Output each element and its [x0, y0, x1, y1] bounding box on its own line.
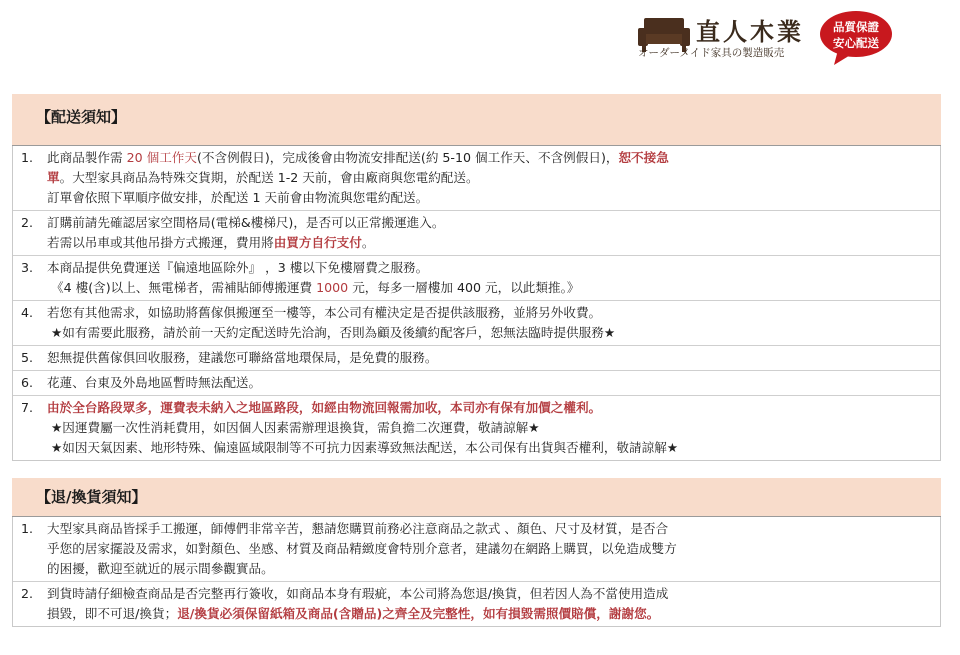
list-item [13, 346, 940, 371]
list-item-number: 7. [21, 400, 34, 415]
text-segment: 若需以吊車或其他吊掛方式搬運，費用將 [47, 235, 274, 250]
highlight-text: 1000 [316, 280, 349, 295]
delivery-section-title: 【配送須知】 [36, 108, 127, 126]
text-line [47, 373, 934, 393]
list-item [13, 396, 940, 460]
text-segment: ★如有需要此服務，請於前一天約定配送時先洽詢，否則為顧及後續約配客戶，恕無法臨時提供服務★ [51, 325, 616, 340]
delivery-section-header [12, 94, 941, 146]
list-item-text [43, 256, 940, 300]
text-segment: 元，每多一層樓加 400 元，以此類推。》 [348, 280, 580, 295]
text-line [47, 418, 934, 438]
list-item [13, 371, 940, 396]
text-line [47, 559, 934, 579]
text-line [47, 188, 934, 208]
text-segment: 。 [361, 235, 375, 250]
list-item [13, 146, 940, 211]
highlight-text: 單 [47, 170, 60, 185]
text-line [47, 168, 934, 188]
text-line [47, 519, 934, 539]
text-segment: ★因運費屬一次性消耗費用，如因個人因素需辦理退換貨，需負擔二次運費，敬請諒解★ [51, 420, 540, 435]
list-item-text [43, 301, 940, 345]
text-line [47, 148, 934, 168]
text-segment: (不含例假日)，完成後會由物流安排配送(約 5-10 個工作天、不含例假日)， [196, 150, 619, 165]
text-line [47, 438, 934, 458]
list-item-number: 1. [21, 521, 34, 536]
highlight-text: 20 個工作天 [126, 150, 197, 165]
text-segment: 。大型家具商品為特殊交貨期，於配送 1-2 天前，會由廠商與您電約配送。 [59, 170, 479, 185]
brand-header [636, 10, 906, 68]
highlight-text: 由買方自行支付 [273, 235, 362, 250]
text-segment: 訂單會依照下單順序做安排，於配送 1 天前會由物流與您電約配送。 [47, 190, 429, 205]
list-item-number: 1. [21, 150, 34, 165]
list-item [13, 211, 940, 256]
highlight-text: 恕不接急 [618, 150, 669, 165]
list-item-number: 4. [21, 305, 34, 320]
list-item-number: 2. [21, 215, 34, 230]
text-line [47, 584, 934, 604]
text-line [47, 348, 934, 368]
text-segment: 花蓮、台東及外島地區暫時無法配送。 [47, 375, 262, 390]
delivery-list [12, 146, 941, 461]
highlight-text: 由於全台路段眾多，運費表未納入之地區路段，如經由物流回報需加收，本司亦有保有加價之權利。 [47, 400, 602, 415]
text-segment: 此商品製作需 [47, 150, 127, 165]
list-item-number: 6. [21, 375, 34, 390]
text-line [47, 323, 934, 343]
text-segment: 本商品提供免費運送『偏遠地區除外』 ，3 樓以下免樓層費之服務。 [47, 260, 429, 275]
text-line [47, 213, 934, 233]
list-item-text [43, 346, 940, 370]
list-item [13, 301, 940, 346]
text-segment: 訂購前請先確認居家空間格局(電梯&樓梯尺)，是否可以正常搬運進入。 [47, 215, 445, 230]
list-item-number: 2. [21, 586, 34, 601]
text-line [47, 233, 934, 253]
returns-list [12, 517, 941, 627]
text-line [47, 258, 934, 278]
text-segment: 到貨時請仔細檢查商品是否完整再行簽收，如商品本身有瑕疵，本公司將為您退/換貨，但若因人為不當使用造成 [47, 586, 669, 601]
brand-tagline: オーダーメイド家具の製造販売 [638, 47, 785, 59]
text-segment: 恕無提供舊傢俱回收服務，建議您可聯絡當地環保局，是免費的服務。 [47, 350, 438, 365]
list-item-text [43, 146, 940, 210]
list-item [13, 582, 940, 626]
text-segment: ★如因天氣因素、地形特殊、偏遠區域限制等不可抗力因素導致無法配送，本公司保有出貨與否權利，敬請諒解★ [51, 440, 679, 455]
quality-badge: 品質保證 安心配送 [833, 20, 879, 50]
text-line [47, 278, 934, 298]
text-line [47, 303, 934, 323]
text-segment: 乎您的居家擺設及需求，如對顏色、坐感、材質及商品精緻度會特別介意者，建議勿在網路上購買，以免造成雙方 [47, 541, 677, 556]
list-item-text [43, 371, 940, 395]
text-segment: 若您有其他需求，如協助將舊傢俱搬運至一樓等，本公司有權決定是否提供該服務，並將另外收費。 [47, 305, 602, 320]
returns-section-header [12, 478, 941, 517]
text-segment: 的困擾，歡迎至就近的展示間參觀實品。 [47, 561, 274, 576]
text-segment: 大型家具商品皆採手工搬運，師傅們非常辛苦，懇請您購買前務必注意商品之款式 、顏色、尺寸及材質，是否合 [47, 521, 669, 536]
text-segment: 損毀，即不可退/換貨； [47, 606, 178, 621]
list-item-text [43, 517, 940, 581]
list-item-text [43, 396, 940, 460]
list-item-text [43, 582, 940, 626]
text-segment: 《4 樓(含)以上、無電梯者，需補貼師傅搬運費 [51, 280, 317, 295]
list-item [13, 517, 940, 582]
list-item-number: 5. [21, 350, 34, 365]
list-item-text [43, 211, 940, 255]
text-line [47, 604, 934, 624]
highlight-text: 退/換貨必須保留紙箱及商品(含贈品)之齊全及完整性，如有損毀需照價賠償，謝謝您。 [177, 606, 660, 621]
list-item [13, 256, 940, 301]
returns-section-title: 【退/換貨須知】 [36, 488, 147, 506]
text-line [47, 398, 934, 418]
brand-name: 直人木業 [696, 17, 804, 46]
list-item-number: 3. [21, 260, 34, 275]
text-line [47, 539, 934, 559]
